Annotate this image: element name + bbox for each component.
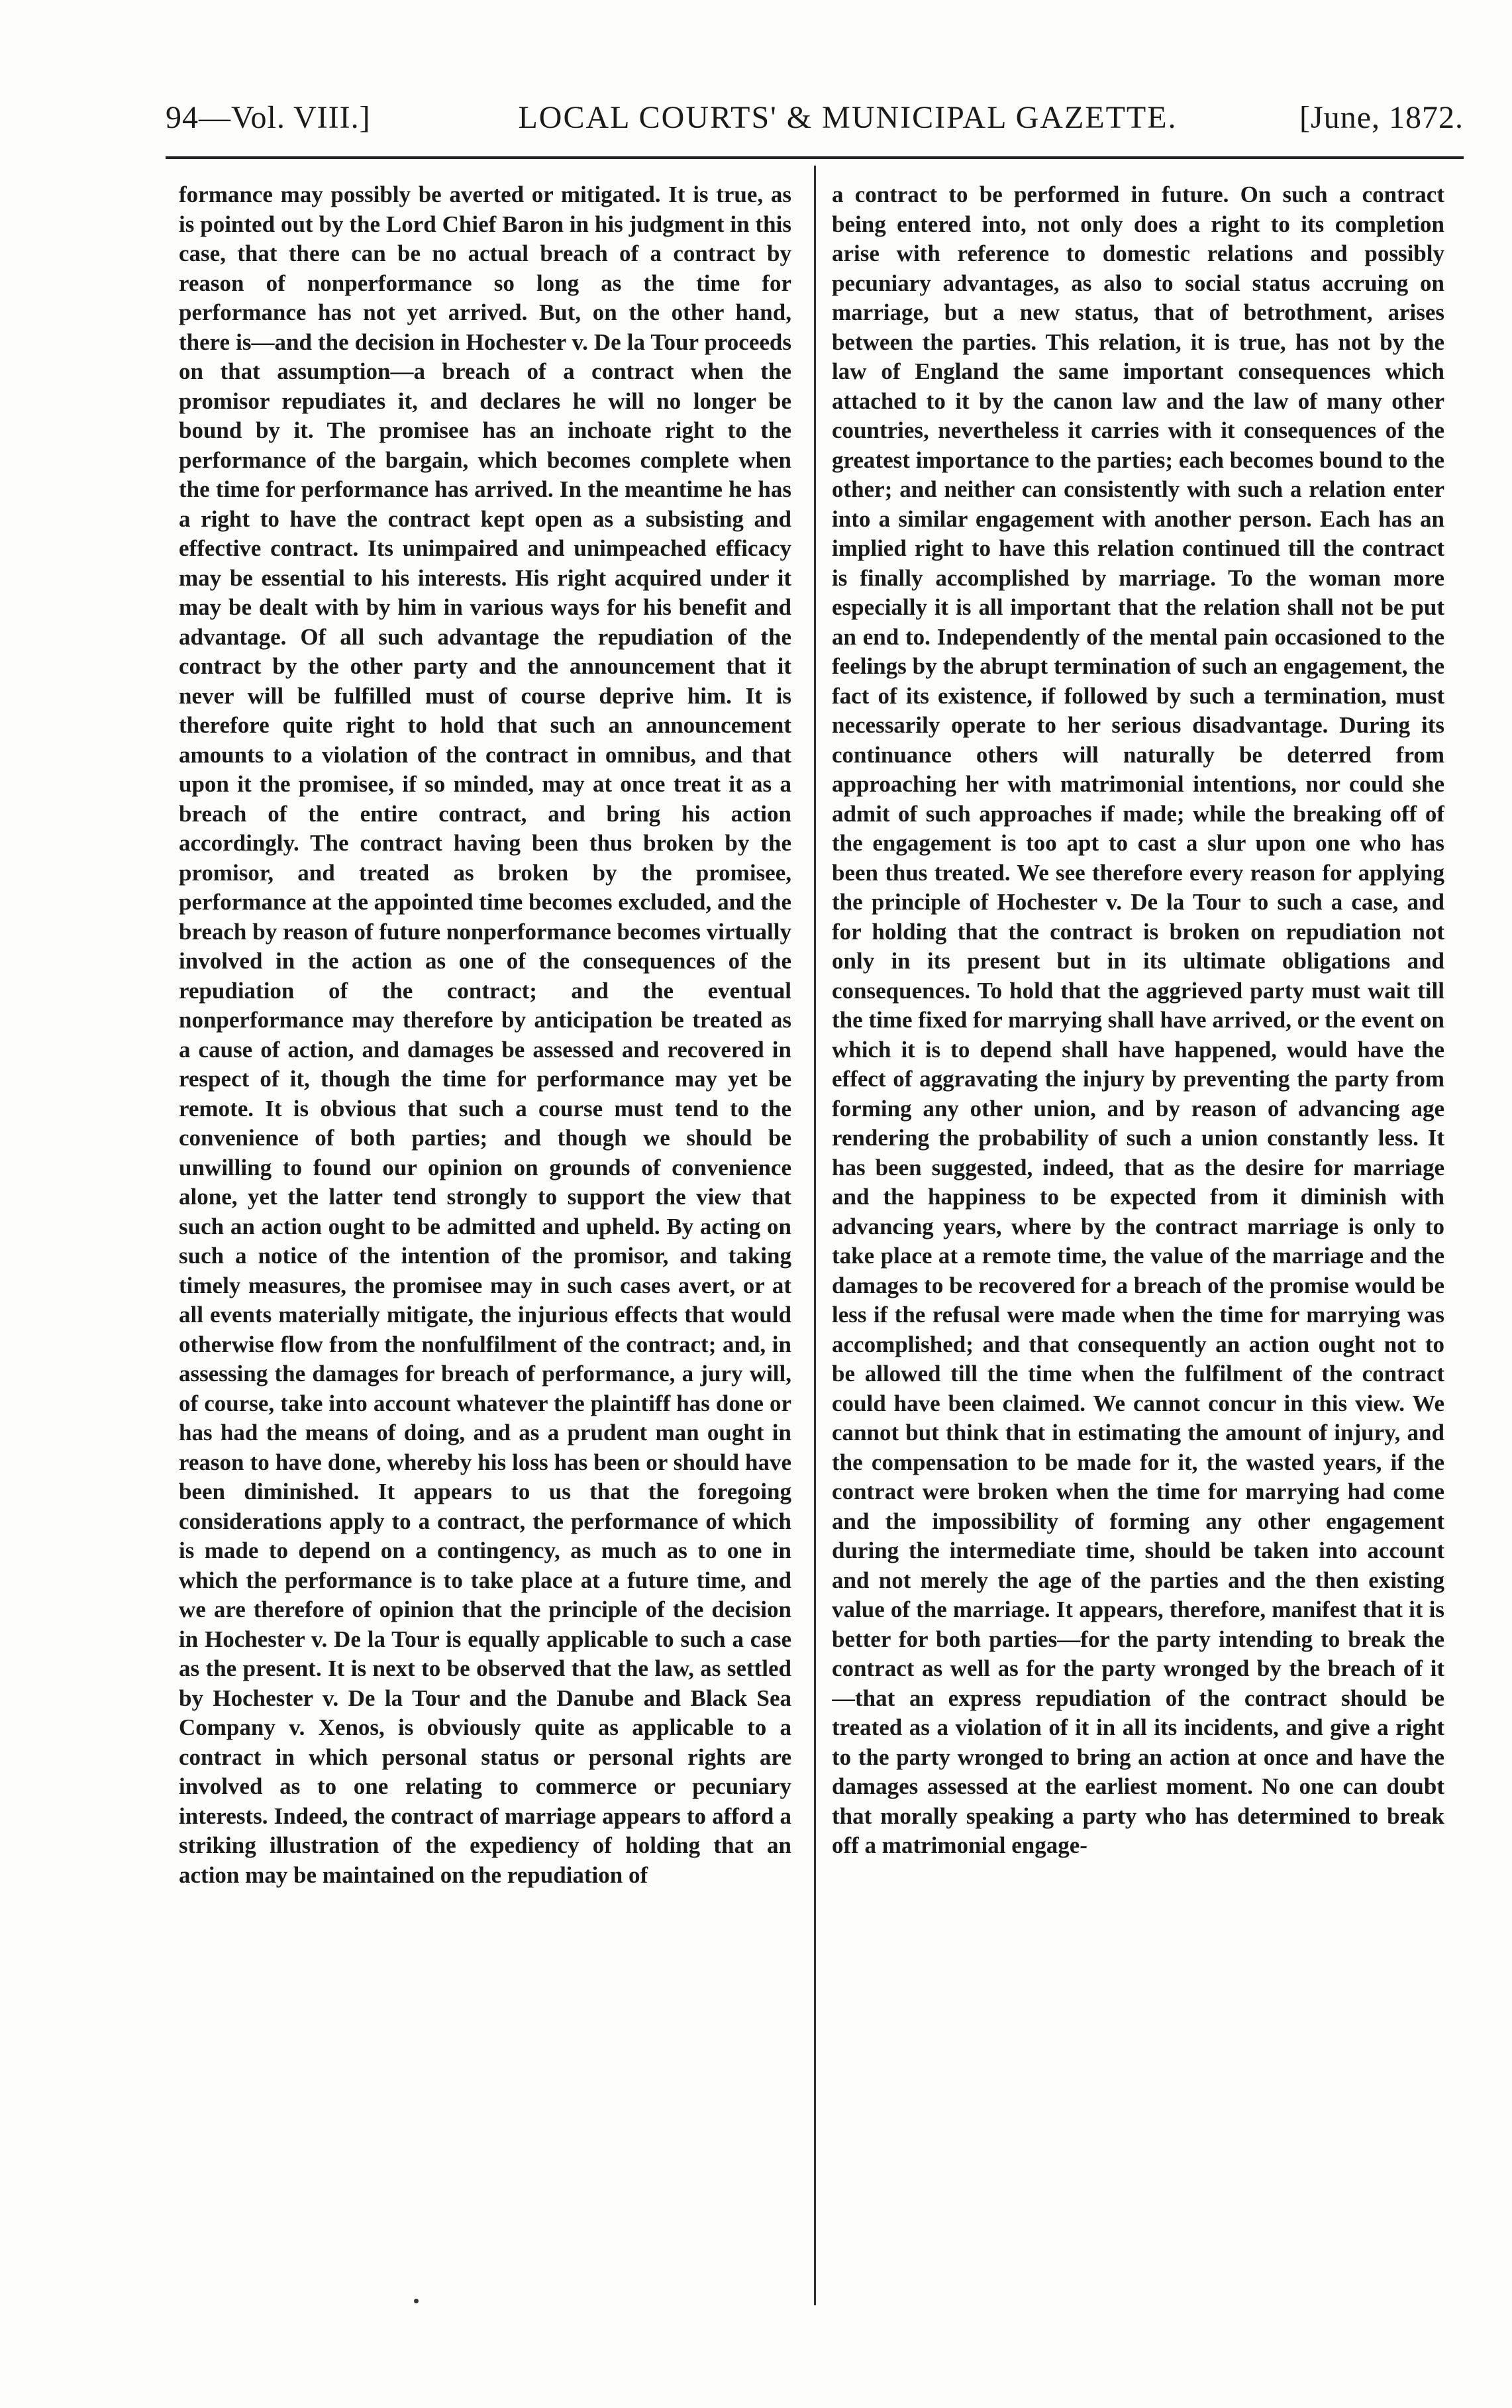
right-column-text: a contract to be performed in future. On such a contract being entered into, not only does a right to its completion arise with reference to domestic relations and possibly pecuniary advantages, as also to social status accruing on marriage, but a new status, that of betrothment, arises between the parties. This relation, it is true, has not by the law of England the same important consequences which attached to it by the canon law and the law of many other countries, nevertheless it carries with it consequences of the greatest importance to the parties; each becomes bound to the other; and neither can consistently with such a relation enter into a similar engagement with another person. Each has an implied right to have this relation continued till the contract is finally accomplished by marriage. To the woman more especially it is all important that the relation shall not be put an end to. Independently of the mental pain occasioned to the feelings by the abrupt termination of such an engagement, the fact of its existence, if followed by such a termination, must necessarily operate to her serious disadvantage. During its continuance others will naturally be deterred from approaching her with matrimonial intentions, nor could she admit of such approaches if made; while the breaking off of the engagement is too apt to cast a slur upon one who has been thus treated. We see therefore every reason for applying the principle of Hochester v. De la Tour to such a case, and for holding that the contract is broken on repudiation not only in its present but in its ultimate obligations and consequences. To hold that the aggrieved party must wait till the time fixed for marrying shall have arrived, or the event on which it is to depend shall have happened, would have the effect of aggravating the injury by preventing the party from forming any other union, and by reason of advancing age rendering the probability of such a union constantly less. It has been suggested, indeed, that as the desire for marriage and the happiness to be expected from it diminish with advancing years, where by the contract marriage is only to take place at a remote time, the value of the marriage and the damages to be recovered for a breach of the promise would be less if the refusal were made when the time for marrying was accomplished; and that consequently an action ought not to be allowed till the time when the fulfilment of the contract could have been claimed. We cannot concur in this view. We cannot but think that in estimating the amount of injury, and the compensation to be made for it, the wasted years, if the contract were broken when the time for marrying had come and the impossibility of forming any other engagement during the intermediate time, should be taken into account and not merely the age of the parties and the then existing value of the marriage. It appears, therefore, manifest that it is better for both parties—for the party intending to break the contract as well as for the party wronged by the breach of it —that an express repudiation of the contract should be treated as a violation of it in all its incidents, and give a right to the party wronged to bring an action at once and have the damages assessed at the earliest moment. No one can doubt that morally speaking a party who has determined to break off a matrimonial engage- (832, 182, 1444, 1858)
running-header (166, 99, 1464, 146)
page-volume: 94—Vol. VIII.] (166, 100, 371, 135)
left-column (179, 180, 791, 2300)
right-column (832, 180, 1444, 2300)
publication-title: LOCAL COURTS' & MUNICIPAL GAZETTE. (518, 100, 1178, 135)
printer-mark (414, 2299, 419, 2303)
left-column-text: formance may possibly be averted or mitigated. It is true, as is pointed out by the Lord Chief Baron in his judgment in this case, that there can be no actual breach of a contract by reason of nonperformance so long as the time for performance has not yet arrived. But, on the other hand, there is—and the decision in Hochester v. De la Tour proceeds on that assumption—a breach of a contract when the promisor repudiates it, and declares he will no longer be bound by it. The promisee has an inchoate right to the performance of the bargain, which becomes complete when the time for performance has arrived. In the meantime he has a right to have the contract kept open as a subsisting and effective contract. Its unimpaired and unimpeached efficacy may be essential to his interests. His right acquired under it may be dealt with by him in various ways for his benefit and advantage. Of all such advantage the repudiation of the contract by the other party and the announcement that it never will be fulfilled must of course deprive him. It is therefore quite right to hold that such an announcement amounts to a violation of the contract in omnibus, and that upon it the promisee, if so minded, may at once treat it as a breach of the entire contract, and bring his action accordingly. The contract having been thus broken by the promisor, and treated as broken by the promisee, performance at the appointed time becomes excluded, and the breach by reason of future nonperformance becomes virtually involved in the action as one of the consequences of the repudiation of the contract; and the eventual nonperformance may therefore by anticipation be treated as a cause of action, and damages be assessed and recovered in respect of it, though the time for performance may yet be remote. It is obvious that such a course must tend to the convenience of both parties; and though we should be unwilling to found our opinion on grounds of convenience alone, yet the latter tend strongly to support the view that such an action ought to be admitted and upheld. By acting on such a notice of the intention of the promisor, and taking timely measures, the promisee may in such cases avert, or at all events materially mitigate, the injurious effects that would otherwise flow from the nonfulfilment of the contract; and, in assessing the damages for breach of performance, a jury will, of course, take into account whatever the plaintiff has done or has had the means of doing, and as a prudent man ought in reason to have done, whereby his loss has been or should have been diminished. It appears to us that the foregoing considerations apply to a contract, the performance of which is made to depend on a contingency, as much as to one in which the performance is to take place at a future time, and we are therefore of opinion that the principle of the decision in Hochester v. De la Tour is equally applicable to such a case as the present. It is next to be observed that the law, as settled by Hochester v. De la Tour and the Danube and Black Sea Company v. Xenos, is obviously quite as applicable to a contract in which personal status or personal rights are involved as to one relating to commerce or pecuniary interests. Indeed, the contract of marriage appears to afford a striking illustration of the expediency of holding that an action may be maintained on the repudiation of (179, 182, 791, 1888)
header-rule (166, 156, 1464, 159)
issue-date: [June, 1872. (1299, 100, 1464, 135)
column-divider (814, 166, 816, 2305)
